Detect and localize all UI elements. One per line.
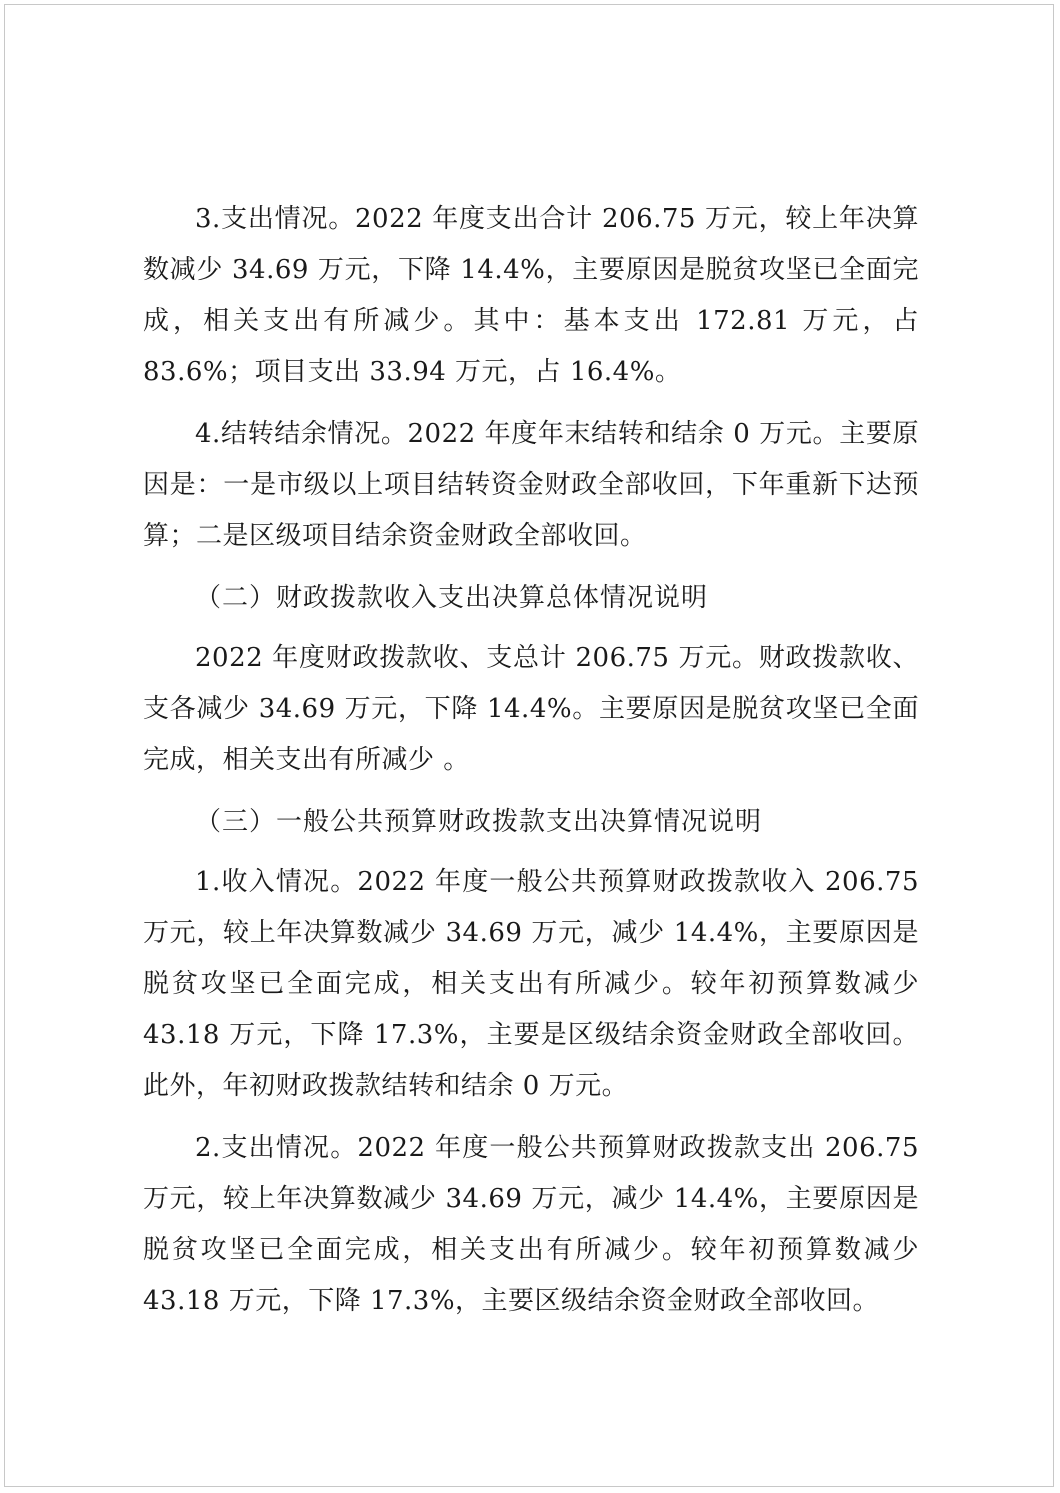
paragraph-spending: 2.支出情况。2022 年度一般公共预算财政拨款支出 206.75 万元，较上年决算数减少 34.69 万元，减少 14.4%，主要原因是脱贫攻坚已全面完成，相关支出有所减少。较年初预算数减少 43.18 万元，下降 17.3%，主要区级结余资金财政全部收回。 [143, 1133, 919, 1316]
section-heading-2: （二）财政拨款收入支出决算总体情况说明 [195, 583, 709, 613]
section-heading-3: （三）一般公共预算财政拨款支出决算情况说明 [195, 807, 763, 837]
paragraph-expenditure: 3.支出情况。2022 年度支出合计 206.75 万元，较上年决算数减少 34.69 万元，下降 14.4%，主要原因是脱贫攻坚已全面完成，相关支出有所减少。其中：基本支出 172.81 万元，占 83.6%；项目支出 33.94 万元，占 16.4%。 [143, 204, 919, 387]
paragraph-income: 1.收入情况。2022 年度一般公共预算财政拨款收入 206.75 万元，较上年决算数减少 34.69 万元，减少 14.4%，主要原因是脱贫攻坚已全面完成，相关支出有所减少。较年初预算数减少 43.18 万元，下降 17.3%，主要是区级结余资金财政全部收回。此外，年初财政拨款结转和结余 0 万元。 [143, 867, 919, 1101]
paragraph-fiscal-total: 2022 年度财政拨款收、支总计 206.75 万元。财政拨款收、支各减少 34.69 万元，下降 14.4%。主要原因是脱贫攻坚已全面完成，相关支出有所减少 。 [143, 643, 919, 775]
document-body [143, 194, 919, 1338]
paragraph-carryover: 4.结转结余情况。2022 年度年末结转和结余 0 万元。主要原因是：一是市级以上项目结转资金财政全部收回，下年重新下达预算；二是区级项目结余资金财政全部收回。 [143, 419, 919, 551]
